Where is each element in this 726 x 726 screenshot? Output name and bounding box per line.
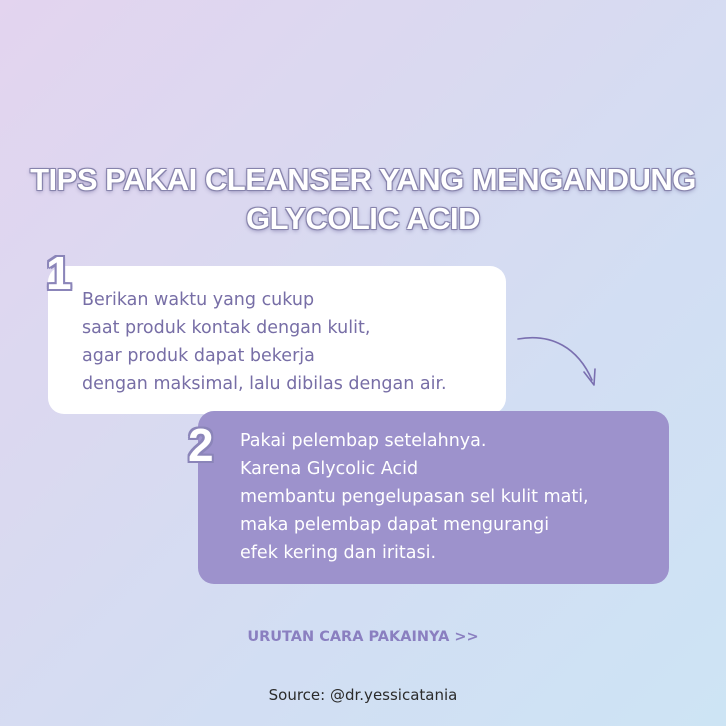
curved-arrow-icon	[512, 330, 602, 392]
step-1-line: Berikan waktu yang cukup	[82, 290, 315, 310]
step-1-text	[82, 286, 447, 398]
page-title	[0, 160, 726, 238]
step-2-line: Pakai pelembap setelahnya.	[240, 431, 487, 451]
step-2-number: 2	[188, 419, 214, 471]
title-line-1: TIPS PAKAI CLEANSER YANG MENGANDUNG	[30, 162, 696, 197]
step-1-line: dengan maksimal, lalu dibilas dengan air.	[82, 374, 447, 394]
source-credit: Source: @dr.yessicatania	[268, 686, 458, 704]
title-line-2: GLYCOLIC ACID	[245, 201, 481, 236]
next-slide-link[interactable]: URUTAN CARA PAKAINYA >>	[247, 629, 479, 645]
step-1-card	[48, 266, 506, 414]
step-2-card	[198, 411, 669, 584]
step-2-line: efek kering dan iritasi.	[240, 543, 437, 563]
step-2-line: maka pelembap dapat mengurangi	[240, 515, 550, 535]
step-2-line: Karena Glycolic Acid	[240, 459, 419, 479]
step-2-line: membantu pengelupasan sel kulit mati,	[240, 487, 589, 507]
step-1-number: 1	[46, 247, 72, 299]
step-2-text	[240, 427, 589, 567]
step-1-line: saat produk kontak dengan kulit,	[82, 318, 371, 338]
step-1-line: agar produk dapat bekerja	[82, 346, 315, 366]
